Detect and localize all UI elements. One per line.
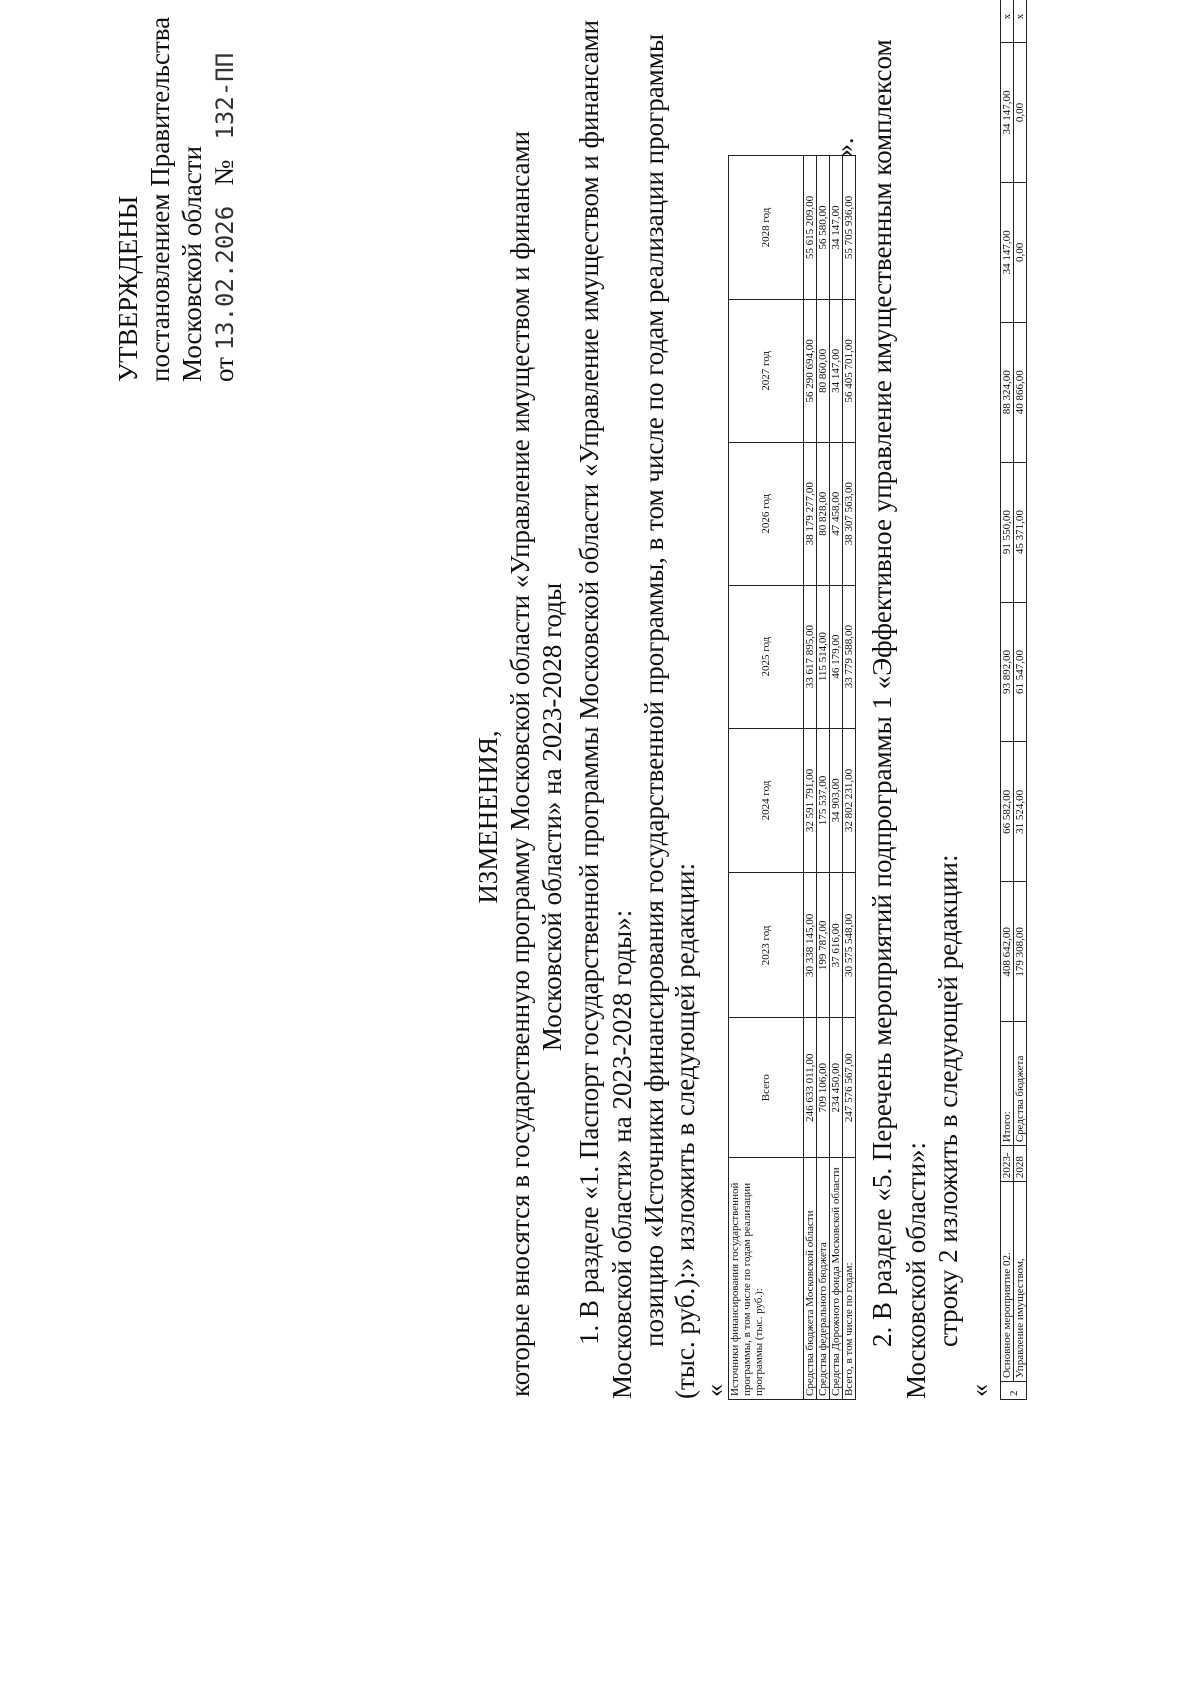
financing-table: [728, 155, 856, 1400]
cell-value: 247 576 567,00: [843, 1018, 856, 1158]
header-2027: 2027 год: [729, 299, 804, 442]
cell-value: 34 147,00: [1001, 43, 1014, 183]
date-prefix: от: [209, 357, 239, 382]
header-source: Источники финансирования государственной программы, в том числе по годам реализации программы (тыс. руб.):: [729, 1158, 804, 1400]
cell-value: 199 787,00: [817, 873, 830, 1018]
cell-value: 115 514,00: [817, 585, 830, 728]
cell-value: 56 405 701,00: [843, 299, 856, 442]
measure-name-line-1: Основное мероприятие 02.: [1001, 1182, 1014, 1382]
cell-value: 34 147,00: [830, 156, 843, 300]
cell-value: 46 179,00: [830, 585, 843, 728]
cell-value: 47 458,00: [830, 442, 843, 585]
cell-value: 55 615 209,00: [804, 156, 817, 300]
cell-value: 40 866,00: [1014, 322, 1027, 462]
cell-value: 0,00: [1014, 182, 1027, 322]
table-row: [1001, 0, 1014, 1400]
cell-value: 38 179 277,00: [804, 442, 817, 585]
decree-number: 132-ПП: [211, 52, 239, 140]
approved-line-1: постановлением Правительства: [145, 16, 175, 382]
financing-table-header: [729, 156, 804, 1400]
section2-line-2: Московской области»:: [901, 1141, 931, 1399]
cell-value: 32 802 231,00: [843, 728, 856, 873]
row-source: Средства федерального бюджета: [817, 1158, 830, 1400]
cell-value: 80 828,00: [817, 442, 830, 585]
table-row: [817, 156, 830, 1400]
row-source: Средства Дорожного фонда Московской области: [830, 1158, 843, 1400]
row-source: Средства бюджета Московской области: [804, 1158, 817, 1400]
section2-line-1: 2. В разделе «5. Перечень мероприятий подпрограммы 1 «Эффективное управление имущественным комплексом: [867, 39, 897, 1347]
cell-value: 38 307 563,00: [843, 442, 856, 585]
source-line-1: Итого:: [1001, 1022, 1014, 1146]
cell-value: 66 582,00: [1001, 742, 1014, 882]
header-2025: 2025 год: [729, 585, 804, 728]
approved-line-2: Московской области: [177, 145, 207, 382]
section2-line-3: строку 2 изложить в следующей редакции:: [933, 854, 963, 1347]
cell-value: 80 860,00: [817, 299, 830, 442]
period-line-1: 2023-: [1001, 1146, 1014, 1182]
table-row: [830, 156, 843, 1400]
section1-line-3: позицию «Источники финансирования государственной программы, в том числе по годам реализации программы: [639, 34, 669, 1347]
cell-mark: х: [1014, 0, 1027, 43]
cell-value: 30 575 548,00: [843, 873, 856, 1018]
cell-value: 56 580,00: [817, 156, 830, 300]
period-line-2: 2028: [1014, 1146, 1027, 1182]
row-source: Всего, в том числе по годам:: [843, 1158, 856, 1400]
cell-value: 91 550,00: [1001, 462, 1014, 602]
cell-value: 45 371,00: [1014, 462, 1027, 602]
measures-row-table: [1000, 0, 1027, 1400]
close-quote-1: ».: [830, 137, 859, 157]
cell-value: 33 617 895,00: [804, 585, 817, 728]
cell-value: 93 892,00: [1001, 602, 1014, 742]
row-number: 2: [1001, 1382, 1027, 1400]
cell-value: 709 106,00: [817, 1018, 830, 1158]
decree-date: 13.02.2026: [211, 205, 239, 351]
cell-value: 34 903,00: [830, 728, 843, 873]
approved-heading: УТВЕРЖДЕНЫ: [113, 195, 143, 382]
cell-value: 33 779 588,00: [843, 585, 856, 728]
section1-line-1: 1. В разделе «1. Паспорт государственной программы Московской области «Управление имуществом и финансами: [574, 19, 604, 1345]
header-2023: 2023 год: [729, 873, 804, 1018]
header-2024: 2024 год: [729, 728, 804, 873]
title-line-1: которые вносятся в государственную программу Московской области «Управление имуществом и финансами: [505, 130, 535, 1397]
cell-value: 234 450,00: [830, 1018, 843, 1158]
title-line-2: Московской области» на 2023-2028 годы: [537, 582, 567, 1052]
section1-line-2: Московской области» на 2023-2028 годы»:: [607, 909, 637, 1399]
number-sign: №: [209, 159, 239, 186]
open-quote-1: «: [700, 1384, 729, 1397]
table-row: [1014, 0, 1027, 1400]
cell-value: 34 147,00: [830, 299, 843, 442]
approval-stamp: [112, 17, 241, 382]
section1-line-4: (тыс. руб.):» изложить в следующей редакции:: [670, 862, 700, 1399]
approved-date-line: [208, 17, 241, 382]
cell-value: 37 616,00: [830, 873, 843, 1018]
cell-value: 246 633 011,00: [804, 1018, 817, 1158]
cell-value: 408 642,00: [1001, 882, 1014, 1022]
document-title: [472, 130, 568, 1397]
cell-value: 61 547,00: [1014, 602, 1027, 742]
header-2026: 2026 год: [729, 442, 804, 585]
cell-value: 30 338 145,00: [804, 873, 817, 1018]
title-heading: ИЗМЕНЕНИЯ,: [473, 730, 503, 904]
cell-value: 55 705 936,00: [843, 156, 856, 300]
table-row: [804, 156, 817, 1400]
header-2028: 2028 год: [729, 156, 804, 300]
cell-value: 179 308,00: [1014, 882, 1027, 1022]
cell-value: 31 524,00: [1014, 742, 1027, 882]
source-line-2: Средства бюджета: [1014, 1022, 1027, 1146]
cell-mark: х: [1001, 0, 1014, 43]
open-quote-2: «: [965, 1384, 994, 1397]
cell-value: 88 324,00: [1001, 322, 1014, 462]
cell-value: 32 591 791,00: [804, 728, 817, 873]
table-row-total: [843, 156, 856, 1400]
cell-value: 56 290 694,00: [804, 299, 817, 442]
cell-value: 0,00: [1014, 43, 1027, 183]
cell-value: 175 537,00: [817, 728, 830, 873]
measure-name-line-2: Управление имуществом,: [1014, 1182, 1027, 1382]
cell-value: 34 147,00: [1001, 182, 1014, 322]
header-total: Всего: [729, 1018, 804, 1158]
